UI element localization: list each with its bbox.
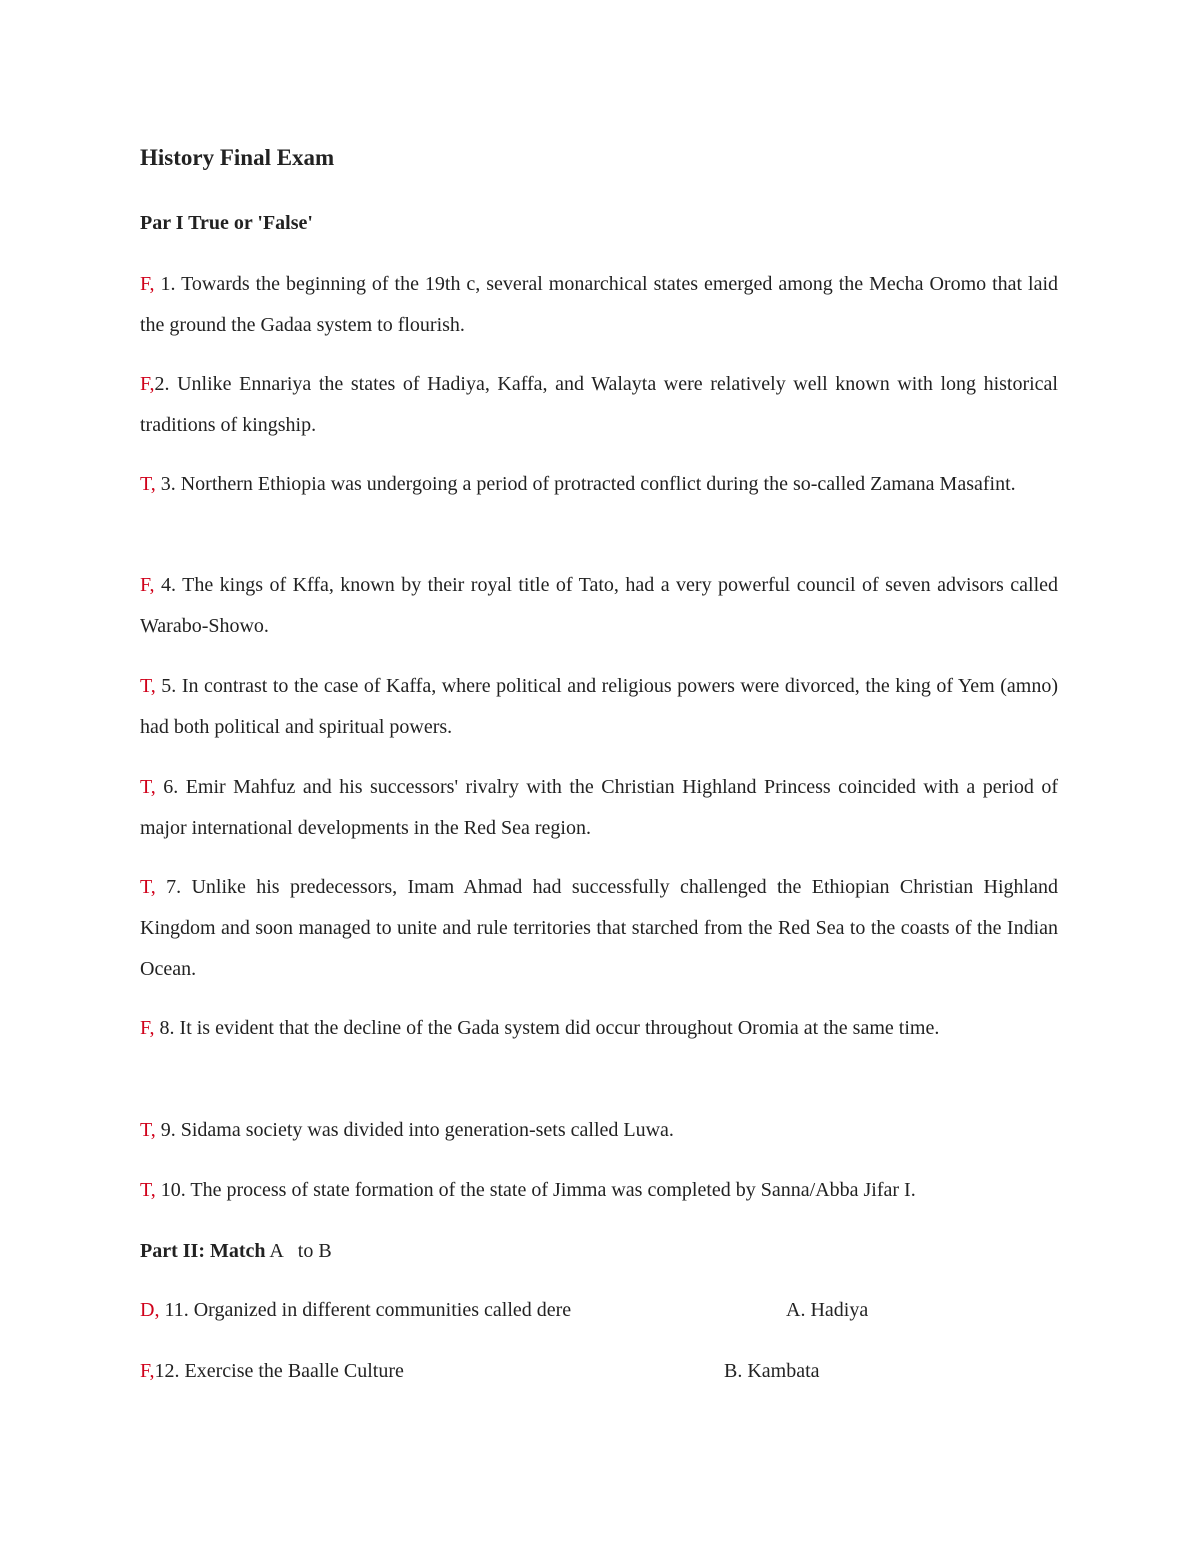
match-item-text: 12. Exercise the Baalle Culture bbox=[154, 1360, 404, 1382]
question-text: 6. Emir Mahfuz and his successors' rivalry with the Christian Highland Princess coincided with a period of major international developments in the Red Sea region. bbox=[140, 776, 1058, 839]
answer-separator: , bbox=[149, 273, 161, 295]
answer-separator: , bbox=[150, 776, 164, 798]
answer-marker: F bbox=[140, 273, 150, 295]
answer-marker: F bbox=[140, 1360, 150, 1382]
question-4 bbox=[140, 565, 1058, 647]
question-3 bbox=[140, 464, 1058, 505]
answer-marker: T bbox=[140, 876, 151, 898]
answer-separator: , bbox=[149, 574, 161, 596]
answer-separator: , bbox=[150, 1179, 161, 1201]
part1-heading-text: Par I True or 'False' bbox=[140, 212, 313, 234]
question-2 bbox=[140, 364, 1058, 446]
question-text: 2. Unlike Ennariya the states of Hadiya, Kaffa, and Walayta were relatively well known with long historical traditions of kingship. bbox=[140, 373, 1058, 436]
match-row-12 bbox=[140, 1356, 1058, 1386]
answer-marker: T bbox=[140, 776, 151, 798]
answer-marker: T bbox=[140, 473, 151, 495]
answer-separator: , bbox=[150, 876, 167, 898]
question-1 bbox=[140, 264, 1058, 346]
match-option: B. Kambata bbox=[724, 1360, 820, 1382]
match-row-11 bbox=[140, 1295, 1058, 1325]
answer-separator: , bbox=[149, 1017, 160, 1039]
answer-separator: , bbox=[154, 1299, 165, 1321]
answer-marker: T bbox=[140, 675, 151, 697]
answer-marker: D bbox=[140, 1299, 155, 1321]
answer-marker: F bbox=[140, 1017, 150, 1039]
question-text: 4. The kings of Kffa, known by their royal title of Tato, had a very powerful council of seven advisors called Warabo-Showo. bbox=[140, 574, 1059, 637]
question-text: 3. Northern Ethiopia was undergoing a period of protracted conflict during the so-called Zamana Masafint. bbox=[160, 473, 1016, 495]
question-text: 9. Sidama society was divided into generation-sets called Luwa. bbox=[160, 1119, 674, 1141]
answer-marker: T bbox=[140, 1179, 151, 1201]
question-9 bbox=[140, 1110, 1058, 1151]
question-text: 1. Towards the beginning of the 19th c, several monarchical states emerged among the Mecha Oromo that laid the ground the Gadaa system to flourish. bbox=[140, 273, 1059, 336]
question-10 bbox=[140, 1170, 1058, 1211]
part2-heading-rest: A to B bbox=[265, 1240, 332, 1262]
answer-marker: T bbox=[140, 1119, 151, 1141]
question-6 bbox=[140, 767, 1058, 849]
question-text: 8. It is evident that the decline of the Gada system did occur throughout Oromia at the same time. bbox=[159, 1017, 940, 1039]
answer-separator: , bbox=[150, 675, 162, 697]
question-text: 7. Unlike his predecessors, Imam Ahmad had successfully challenged the Ethiopian Christian Highland Kingdom and soon managed to unite and rule territories that starched from the Red Sea to the coasts of the Indian Ocean. bbox=[140, 876, 1058, 980]
question-7 bbox=[140, 867, 1058, 990]
part2-heading bbox=[140, 1236, 332, 1266]
document-title: History Final Exam bbox=[140, 145, 335, 170]
question-text: 5. In contrast to the case of Kaffa, where political and religious powers were divorced, the king of Yem (amno) had both political and spiritual powers. bbox=[140, 675, 1059, 738]
question-5 bbox=[140, 666, 1058, 748]
answer-separator: , bbox=[149, 373, 155, 395]
question-8 bbox=[140, 1008, 1058, 1049]
part2-heading-bold: Part II: Match bbox=[140, 1240, 266, 1262]
answer-separator: , bbox=[150, 1119, 161, 1141]
answer-separator: , bbox=[150, 473, 161, 495]
match-option: A. Hadiya bbox=[786, 1299, 869, 1321]
question-text: 10. The process of state formation of the state of Jimma was completed by Sanna/Abba Jifar I. bbox=[160, 1179, 916, 1201]
answer-separator: , bbox=[149, 1360, 155, 1382]
answer-marker: F bbox=[140, 373, 150, 395]
answer-marker: F bbox=[140, 574, 150, 596]
match-item-text: 11. Organized in different communities called dere bbox=[164, 1299, 572, 1321]
part1-heading bbox=[140, 208, 313, 238]
